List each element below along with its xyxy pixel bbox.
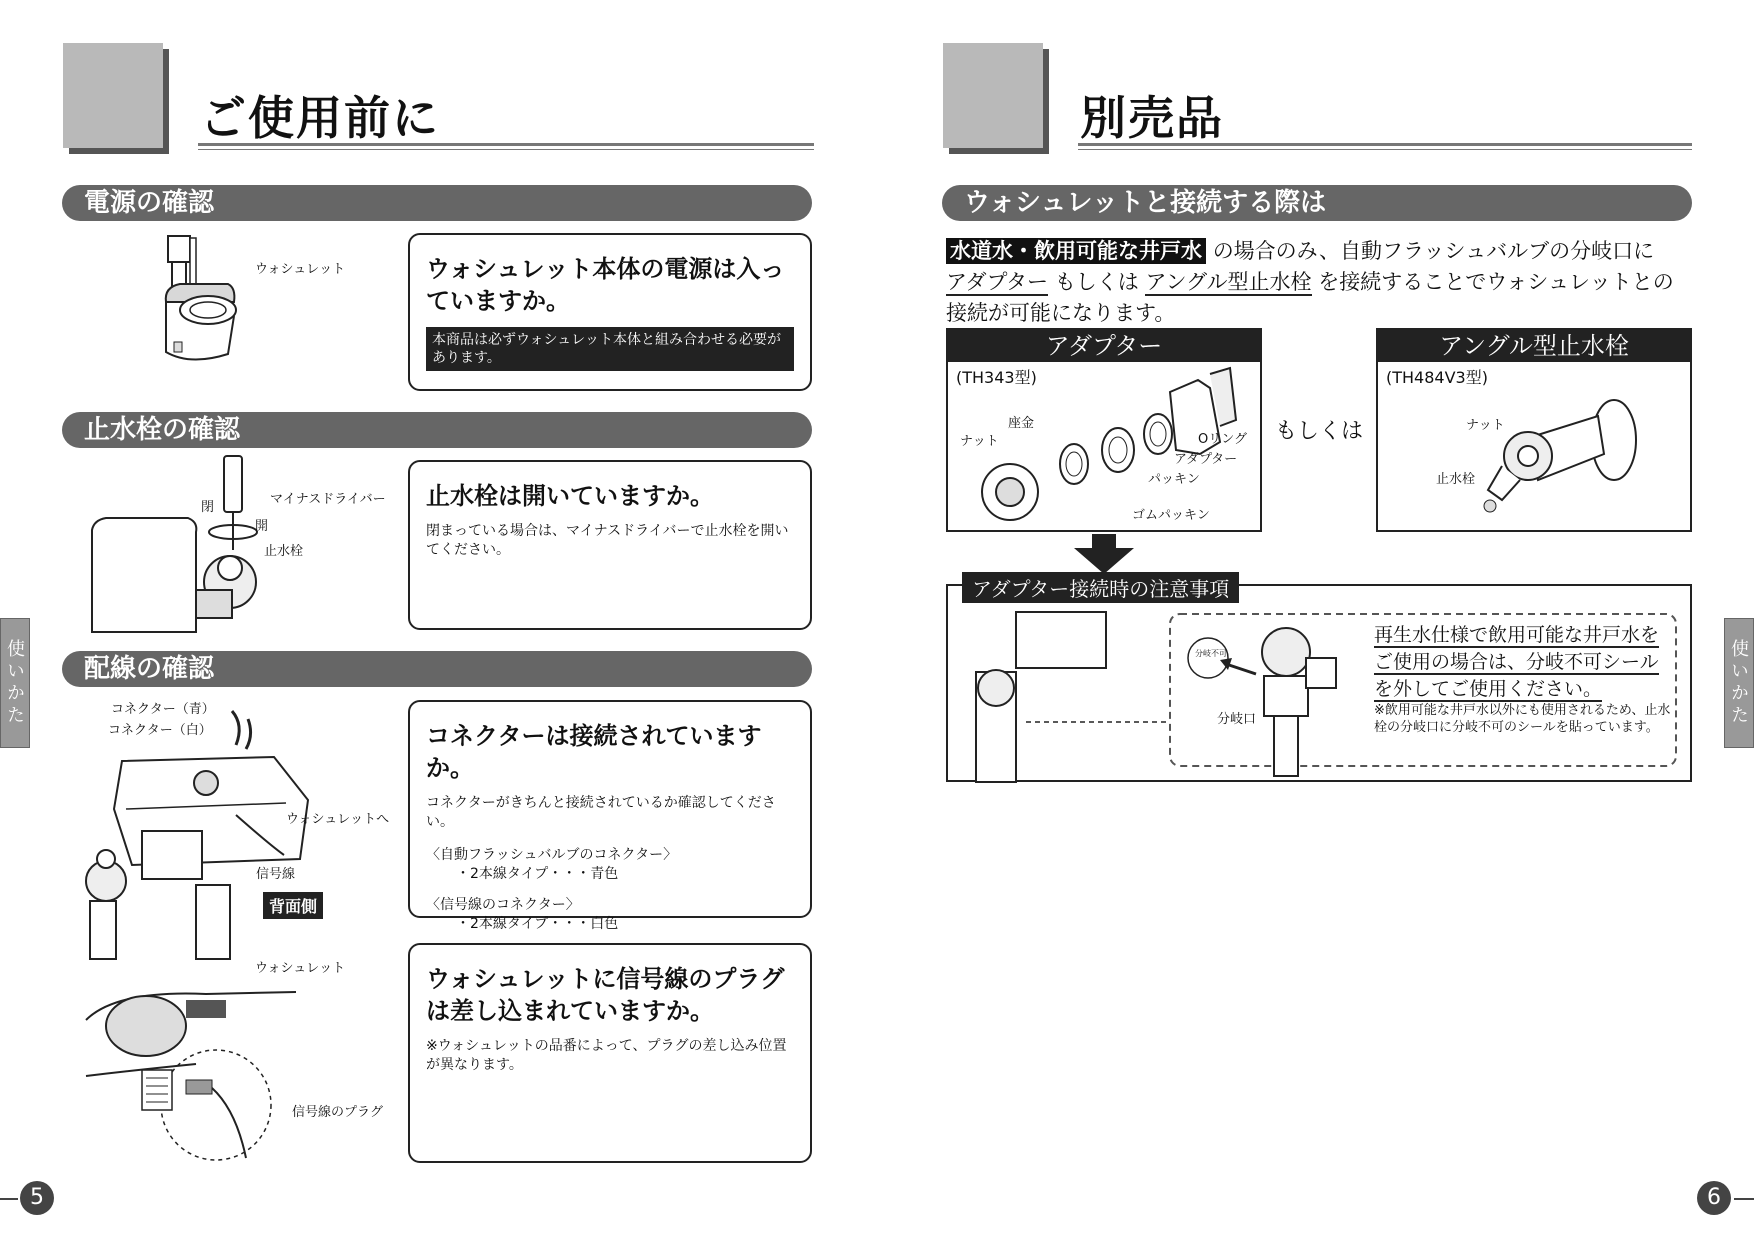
or-text: もしくは [1275,419,1364,444]
plug-check-box [408,943,812,1163]
label-open: 開 [255,519,269,534]
label-signal-plug: 信号線のプラグ [292,1105,384,1120]
stopcock-illustration [88,450,278,632]
connector-item2-value: ・2本線タイプ・・・白色 [456,916,619,932]
label-back-side: 背面側 [263,892,323,919]
seal-text: 分岐不可 [1195,649,1227,658]
valve-stopcock-label: 止水栓 [1436,472,1476,487]
label-stopcock: 止水栓 [264,544,304,559]
adapter-header: アダプター [948,330,1260,362]
label-signal: 信号線 [256,867,296,882]
angle-valve-panel [1376,328,1692,532]
connector-item1-title: 〈自動フラッシュバルブのコネクター〉 [426,847,678,863]
page-title-right: 別売品 [1080,91,1224,145]
title-decoration-right [943,43,1043,148]
caution-note: ※飲用可能な井戸水以外にも使用されるため、止水栓の分岐口に分岐不可のシールを貼っています。 [1374,703,1671,735]
angle-valve-illustration [1378,330,1694,534]
angle-valve-model: (TH484V3型) [1386,368,1488,387]
section-heading-connect: ウォシュレットと接続する際は [942,185,1692,221]
adapter-model: (TH343型) [956,368,1037,387]
part-zagane: 座金 [1008,416,1035,431]
part-rubber-packing: ゴムパッキン [1132,508,1210,523]
intro-angle-valve: アングル型止水栓 [1145,270,1312,294]
side-tab-left: 使いかた [0,618,30,748]
intro-paragraph [946,236,1692,329]
section-heading-power: 電源の確認 [62,185,812,221]
connector-text: コネクターがきちんと接続されているか確認してください。 [426,795,776,830]
page-title-left: ご使用前に [200,91,440,145]
page-number-right: 6 [1697,1181,1731,1215]
caution-main-text [1374,622,1666,703]
power-check-box [408,233,812,391]
connector-check-box [408,700,812,932]
page-number-rule-right [1734,1198,1754,1200]
connector-illustration [86,705,306,960]
title-underline-right [1078,143,1692,150]
stopcock-check-box [408,460,812,630]
page-number-left: 5 [20,1181,54,1215]
part-adapter: アダプター [1174,452,1238,467]
title-decoration [63,43,163,148]
section-heading-stopcock: 止水栓の確認 [62,412,812,448]
intro-text-2: もしくは [1054,270,1139,294]
intro-text-4: 接続が可能になります。 [946,301,1176,325]
plug-illustration [86,980,296,1160]
part-nut: ナット [960,434,999,449]
page-number-rule-left [0,1198,18,1200]
down-arrow-icon [1070,534,1138,574]
label-connector-white: コネクター（白） [108,723,212,738]
label-driver: マイナスドライバー [270,492,386,507]
part-packing: パッキン [1148,472,1200,487]
valve-nut-label: ナット [1466,418,1505,433]
title-underline [198,143,814,150]
label-close: 閉 [201,500,215,515]
label-to-washlet: ウォシュレットへ [286,812,390,827]
plug-question: ウォシュレットに信号線のプラグは差し込まれていますか。 [426,965,785,1025]
side-tab-right: 使いかた [1724,618,1754,748]
connector-item1-value: ・2本線タイプ・・・青色 [456,866,619,882]
adapter-panel [946,328,1262,532]
branch-label: 分岐口 [1217,712,1257,727]
intro-highlight: 水道水・飲用可能な井戸水 [946,238,1206,264]
label-washlet-power: ウォシュレット [255,262,346,277]
stopcock-text: 閉まっている場合は、マイナスドライバーで止水栓を開いてください。 [426,523,789,558]
plug-note: ※ウォシュレットの品番によって、プラグの差し込み位置が異なります。 [426,1038,787,1073]
intro-adapter: アダプター [946,270,1049,294]
washlet-toilet-illustration [150,232,250,372]
power-note: 本商品は必ずウォシュレット本体と組み合わせる必要があります。 [426,327,794,371]
power-question: ウォシュレット本体の電源は入っていますか。 [426,255,785,315]
caution-main-span: 再生水仕様で飲用可能な井戸水をご使用の場合は、分岐不可シールを外してご使用ください。 [1374,624,1660,700]
connector-item2-title: 〈信号線のコネクター〉 [426,897,580,913]
intro-text-1: の場合のみ、自動フラッシュバルブの分岐口に [1212,239,1655,263]
label-connector-blue: コネクター（青） [111,702,215,717]
label-washlet-plug: ウォシュレット [255,961,346,976]
stopcock-question: 止水栓は開いていますか。 [426,482,714,510]
caution-title: アダプター接続時の注意事項 [962,572,1239,603]
angle-valve-header: アングル型止水栓 [1378,330,1690,362]
connector-question: コネクターは接続されていますか。 [426,722,762,782]
intro-text-3: を接続することでウォシュレットとの [1318,270,1674,294]
part-o-ring: Oリング [1198,432,1247,447]
section-heading-wiring: 配線の確認 [62,651,812,687]
